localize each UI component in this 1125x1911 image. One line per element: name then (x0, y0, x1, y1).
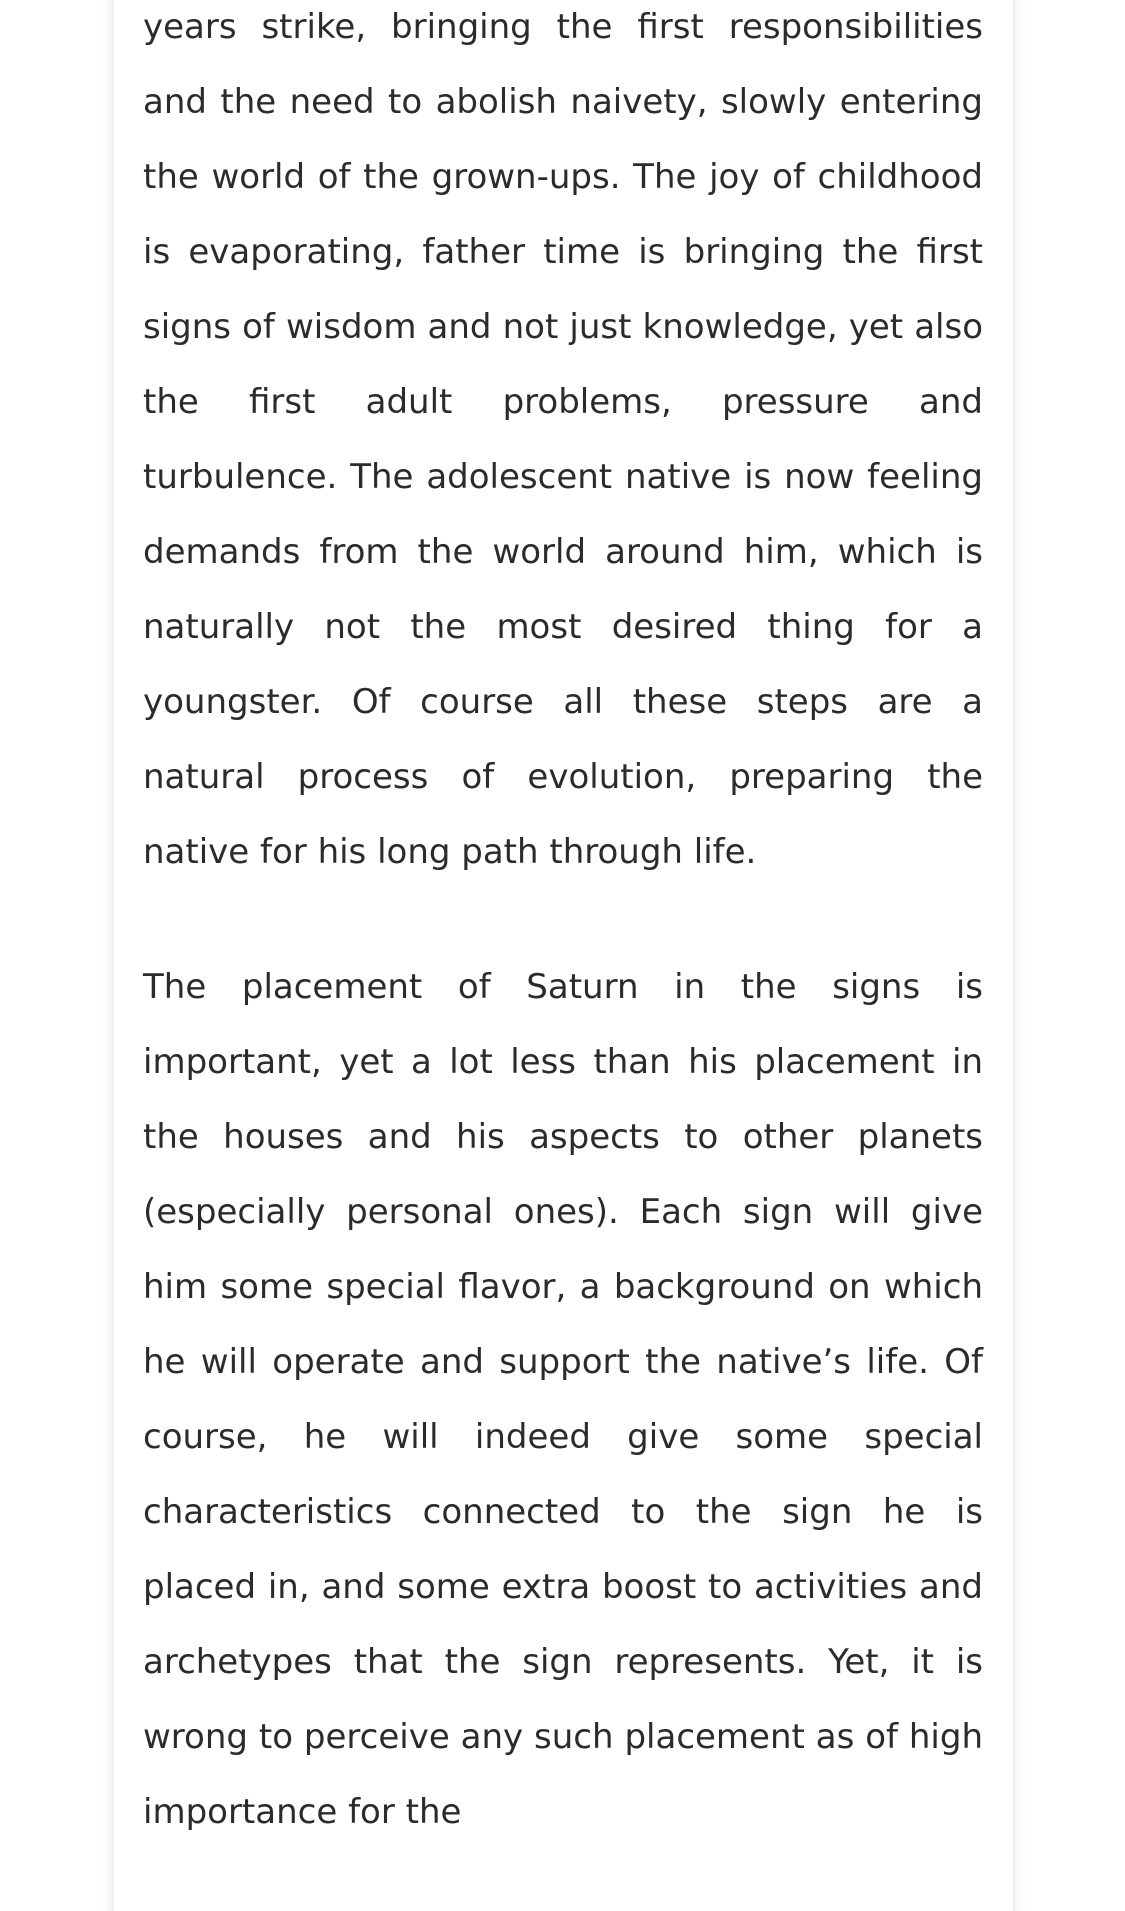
article-body (143, 0, 983, 1850)
paragraph-saturn-signs: The placement of Saturn in the signs is important, yet a lot less than his placement in the houses and his aspects to other planets (especially personal ones). Each sign will give him some special flavor, a background on which he will operate and support the native’s life. Of course, he will indeed give some special characteristics connected to the sign he is placed in, and some extra boost to activities and archetypes that the sign represents. Yet, it is wrong to perceive any such placement as of high importance for the (143, 967, 983, 1832)
paragraph-adolescence: years strike, bringing the first responsibilities and the need to abolish naivety, slowly entering the world of the grown-ups. The joy of childhood is evaporating, father time is bringing the first signs of wisdom and not just knowledge, yet also the first adult problems, pressure and turbulence. The adolescent native is now feeling demands from the world around him, which is naturally not the most desired thing for a youngster. Of course all these steps are a natural process of evolution, preparing the native for his long path through life. (143, 7, 983, 872)
